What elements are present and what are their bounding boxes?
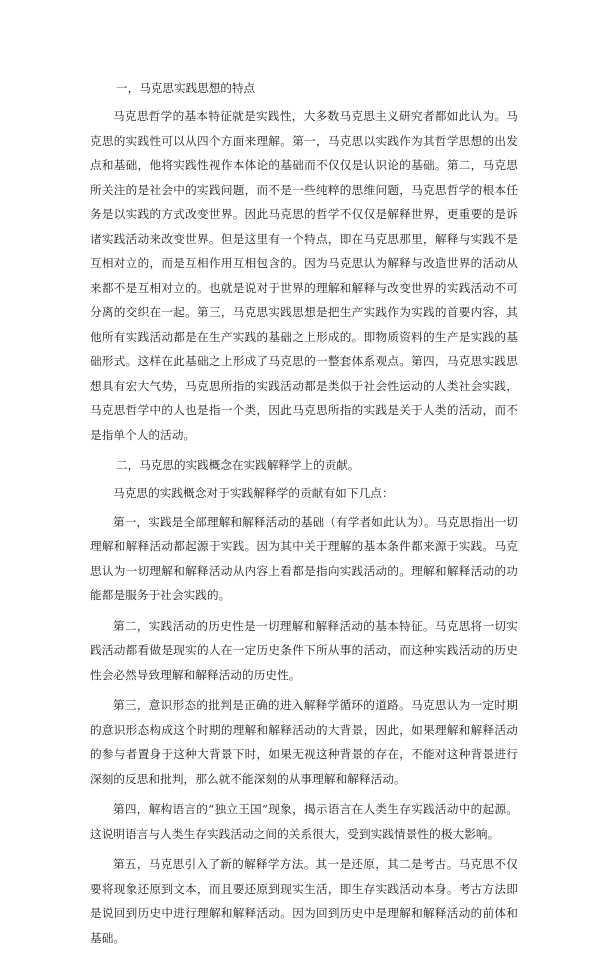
- point-3-paragraph: 第三，意识形态的批判是正确的进入解释学循环的道路。马克思认为一定时期的意识形态构成这个时期的理解和解释活动的大背景，因此，如果理解和解释活动的参与者置身于这种大背景下时，如果无视这种背景的存在，不能对这种背景进行深刻的反思和批判，那么就不能深刻的从事理解和解释活动。: [90, 698, 518, 786]
- section1-heading: 一，马克思实践思想的特点: [116, 81, 256, 95]
- point-1-paragraph: 第一，实践是全部理解和解释活动的基础（有学者如此认为）。马克思指出一切理解和解释活动都起源于实践。因为其中关于理解的基本条件都来源于实践。马克思认为一切理解和解释活动从内容上看都是指向实践活动的。理解和解释活动的功能都是服务于社会实践的。: [90, 514, 518, 602]
- section2-heading: 二，马克思的实践概念在实践解释学上的贡献。: [116, 458, 360, 472]
- document-page: [90, 76, 518, 956]
- point-2-paragraph: 第二，实践活动的历史性是一切理解和解释活动的基本特征。马克思将一切实践活动都看做是现实的人在一定历史条件下所从事的活动，而这种实践活动的历史性会必然导致理解和解释活动的历史性。: [90, 618, 518, 682]
- point-5-paragraph: 第五，马克思引入了新的解释学方法。其一是还原，其二是考古。马克思不仅要将现象还原到文本，而且要还原到现实生活，即生存实践活动本身。考古方法即是说回到历史中进行理解和解释活动。因为回到历史中是理解和解释活动的前体和基础。: [90, 857, 518, 945]
- point-4-paragraph: 第四，解构语言的“独立王国”现象，揭示语言在人类生存实践活动中的起源。这说明语言与人类生存实践活动之间的关系很大，受到实践情景性的极大影响。: [90, 802, 518, 841]
- section1-paragraph: 马克思哲学的基本特征就是实践性，大多数马克思主义研究者都如此认为。马克思的实践性可以从四个方面来理解。第一，马克思以实践作为其哲学思想的出发点和基础，他将实践性视作本体论的基础而不仅仅是认识论的基础。第二，马克思所关注的是社会中的实践问题，而不是一些纯粹的思维问题，马克思哲学的根本任务是以实践的方式改变世界。因此马克思的哲学不仅仅是解释世界，更重要的是诉诸实践活动来改变世界。但是这里有一个特点，即在马克思那里，解释与实践不是互相对立的，而是互相作用互相包含的。因为马克思认为解释与改造世界的活动从来都不是互相对立的。也就是说对于世界的理解和解释与改变世界的实践活动不可分离的交织在一起。第三，马克思实践思想是把生产实践作为实践的首要内容，其他所有实践活动都是在生产实践的基础之上形成的。即物质资料的生产是实践的基础形式。这样在此基础之上形成了马克思的一整套体系观点。第四，马克思实践思想具有宏大气势，马克思所指的实践活动都是类似于社会性运动的人类社会实践，马克思哲学中的人也是指一个类，因此马克思所指的实践是关于人类的活动，而不是指单个人的活动。: [90, 109, 518, 442]
- section2-intro: 马克思的实践概念对于实践解释学的贡献有如下几点：: [113, 486, 394, 500]
